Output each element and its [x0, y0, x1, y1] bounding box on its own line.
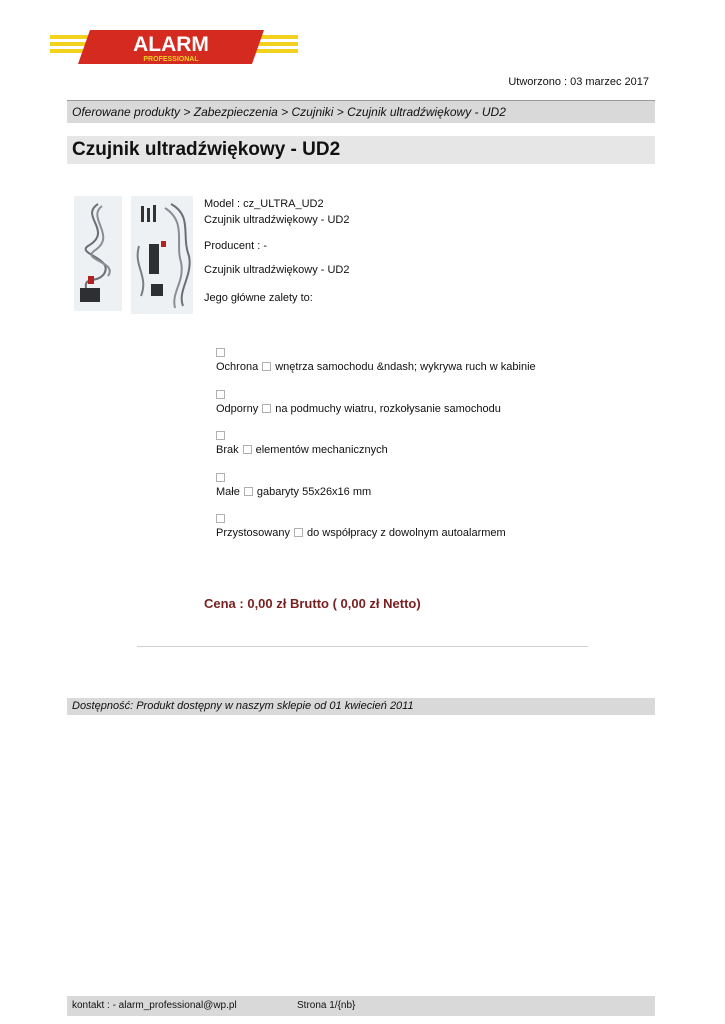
bullet-icon	[216, 514, 225, 523]
product-name-2: Czujnik ultradźwiękowy - UD2	[204, 264, 350, 276]
placeholder-glyph-icon	[294, 528, 303, 537]
bullet-icon	[216, 348, 225, 357]
page-title	[67, 136, 655, 164]
placeholder-glyph-icon	[243, 445, 252, 454]
benefit-item	[216, 403, 501, 415]
bullet-icon	[216, 431, 225, 440]
bullet-icon	[216, 473, 225, 482]
product-producer: Producent : -	[204, 240, 267, 252]
bullet-icon	[216, 390, 225, 399]
benefit-text: na podmuchy wiatru, rozkołysanie samochodu	[275, 403, 501, 415]
benefit-word: Brak	[216, 444, 239, 456]
created-date: Utworzono : 03 marzec 2017	[508, 76, 649, 88]
product-name: Czujnik ultradźwiękowy - UD2	[204, 214, 350, 226]
benefit-item	[216, 444, 388, 456]
product-model: Model : cz_ULTRA_UD2	[204, 198, 324, 210]
placeholder-glyph-icon	[262, 362, 271, 371]
product-image-1	[74, 196, 122, 311]
benefit-item	[216, 361, 536, 373]
footer-page-number: Strona 1/{nb}	[297, 1000, 356, 1011]
benefit-word: Odporny	[216, 403, 259, 415]
breadcrumb-text: Oferowane produkty > Zabezpieczenia > Czujniki > Czujnik ultradźwiękowy - UD2	[72, 105, 506, 119]
availability-bar	[67, 698, 655, 715]
benefits-intro: Jego główne zalety to:	[204, 292, 313, 304]
footer-contact: kontakt : - alarm_professional@wp.pl	[72, 1000, 237, 1011]
placeholder-glyph-icon	[262, 404, 271, 413]
footer	[67, 996, 655, 1016]
page-title-text: Czujnik ultradźwiękowy - UD2	[72, 139, 341, 160]
benefit-word: Ochrona	[216, 361, 259, 373]
benefit-word: Małe	[216, 486, 240, 498]
benefit-text: do współpracy z dowolnym autoalarmem	[306, 527, 506, 539]
alarm-professional-logo	[50, 27, 298, 67]
benefit-text: elementów mechanicznych	[255, 444, 388, 456]
logo-sub-text: PROFESSIONAL	[143, 56, 199, 63]
price: Cena : 0,00 zł Brutto ( 0,00 zł Netto)	[204, 596, 421, 611]
placeholder-glyph-icon	[244, 487, 253, 496]
benefit-item	[216, 486, 371, 498]
product-image-2	[131, 196, 193, 314]
benefit-text: wnętrza samochodu &ndash; wykrywa ruch w kabinie	[275, 361, 536, 373]
availability-text: Dostępność: Produkt dostępny w naszym sklepie od 01 kwiecień 2011	[72, 700, 414, 712]
benefit-word: Przystosowany	[216, 527, 290, 539]
logo-main-text: ALARM	[133, 33, 209, 56]
benefit-item	[216, 527, 506, 539]
divider	[137, 646, 588, 647]
breadcrumb	[67, 100, 655, 123]
benefit-text: gabaryty 55x26x16 mm	[256, 486, 372, 498]
